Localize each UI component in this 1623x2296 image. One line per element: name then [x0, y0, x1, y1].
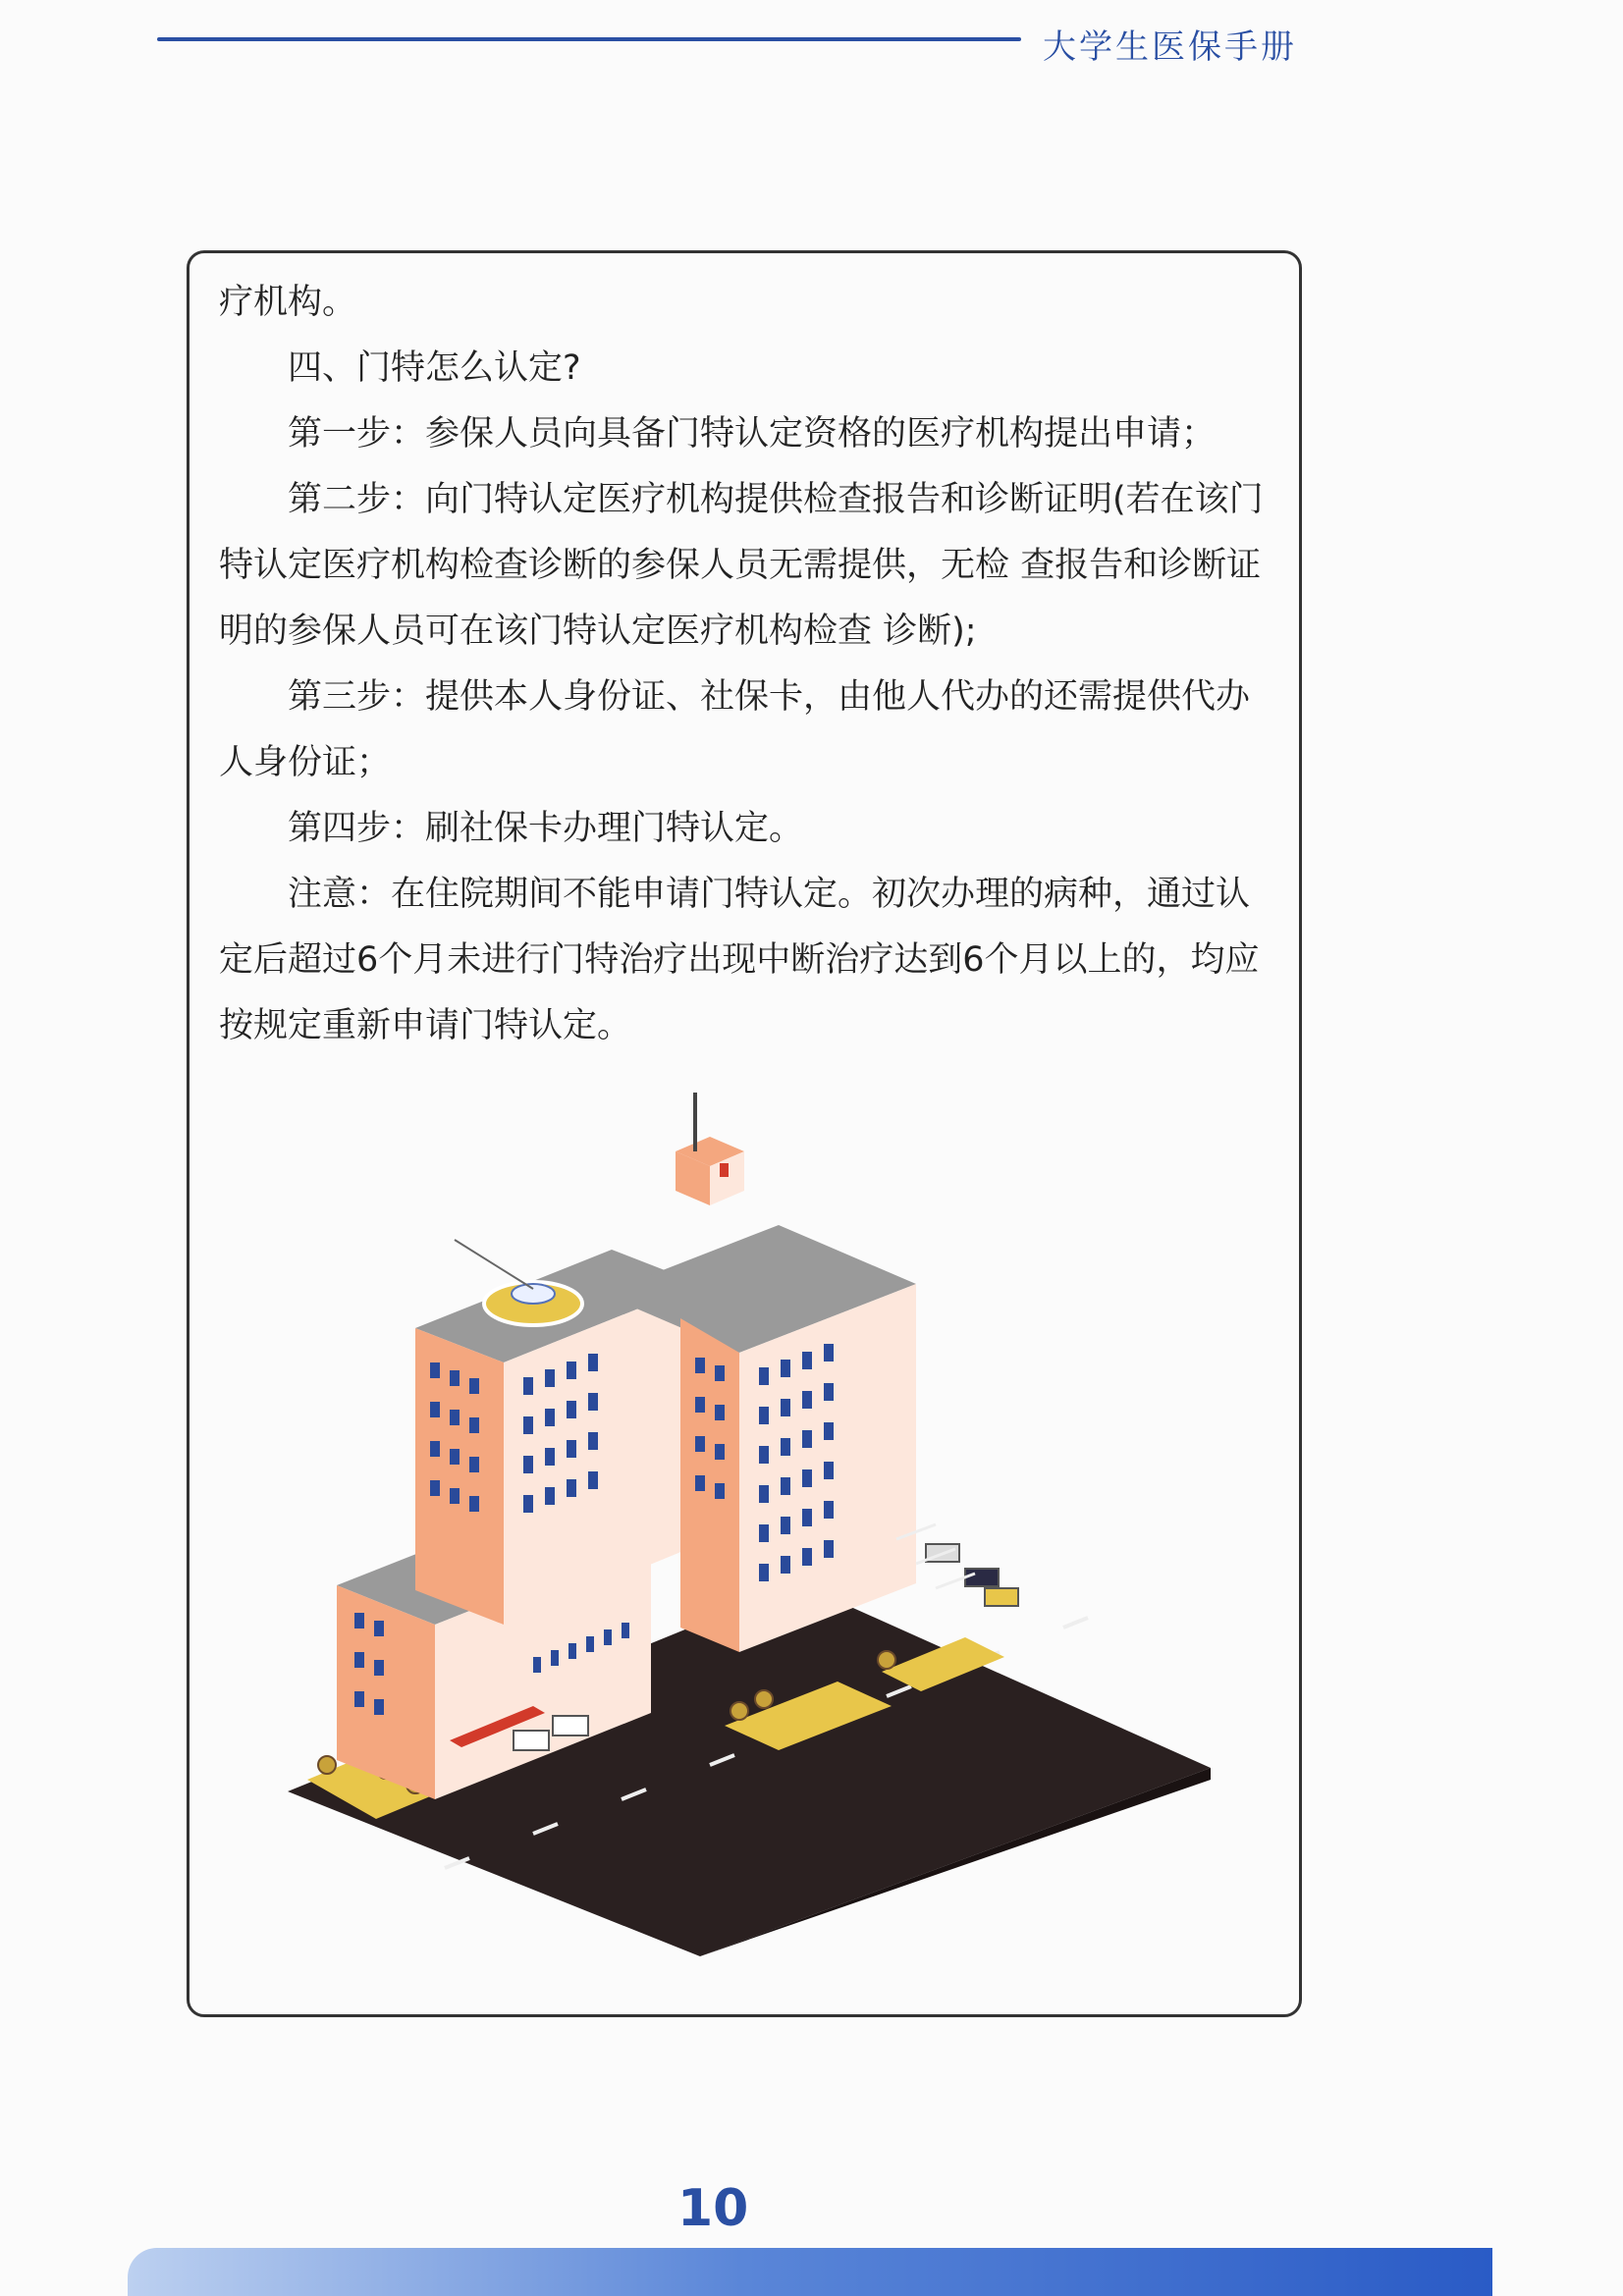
- content-box: [187, 250, 1302, 2017]
- step-four: 第四步：刷社保卡办理门特认定。: [288, 809, 804, 848]
- header-rule: [157, 37, 1021, 41]
- page-number: 10: [677, 2179, 749, 2238]
- header-title: 大学生医保手册: [1043, 27, 1297, 67]
- hospital-illustration: [288, 1093, 1211, 1956]
- step-one: 第一步：参保人员向具备门特认定资格的医疗机构提出申请；: [288, 414, 1217, 454]
- step-two: 第二步：向门特认定医疗机构提供检查报告和诊断证明(若在该门特认定医疗机构检查诊断的参保人员无需提供，无检 查报告和诊断证明的参保人员可在该门特认定医疗机构检查 诊断);: [219, 480, 1264, 651]
- section-heading: 四、门特怎么认定?: [288, 348, 581, 388]
- note-paragraph: 注意：在住院期间不能申请门特认定。初次办理的病种，通过认定后超过6个月未进行门特治疗出现中断治疗达到6个月以上的，均应按规定重新申请门特认定。: [219, 875, 1260, 1045]
- footer-bar: [128, 2248, 1492, 2296]
- step-three: 第三步：提供本人身份证、社保卡，由他人代办的还需提供代办人身份证；: [219, 677, 1251, 782]
- paragraph-continuation: 疗机构。: [219, 283, 357, 322]
